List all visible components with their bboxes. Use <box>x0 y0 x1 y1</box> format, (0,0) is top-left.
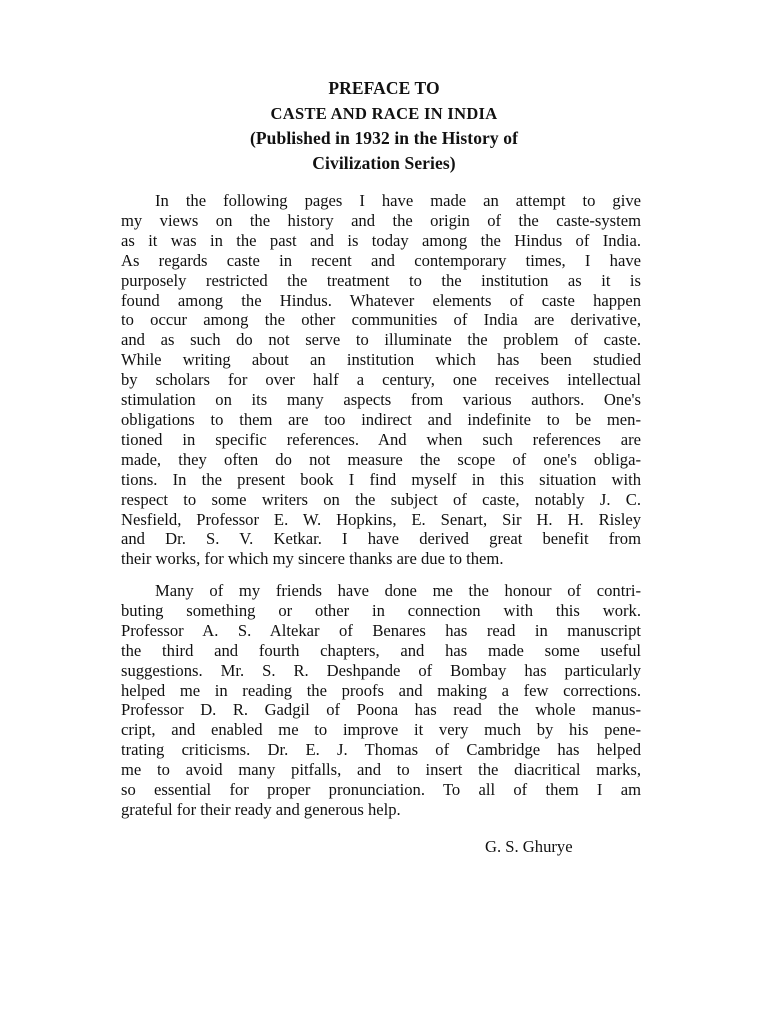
text-line: by scholars for over half a century, one receives intellectual <box>121 370 641 390</box>
text-line: tions. In the present book I find myself in this situation with <box>121 469 641 489</box>
text-line: As regards caste in recent and contemporary times, I have <box>121 250 641 270</box>
text-line: made, they often do not measure the scope of one's obliga- <box>121 449 641 469</box>
text-line: found among the Hindus. Whatever elements of caste happen <box>121 290 641 310</box>
text-line: Many of my friends have done me the honour of contri- <box>155 581 641 600</box>
paragraph-2 <box>121 581 641 820</box>
text-line: as it was in the past and is today among the Hindus of India. <box>121 230 641 250</box>
text-line: me to avoid many pitfalls, and to insert the diacritical marks, <box>121 760 641 780</box>
text-line: Nesfield, Professor E. W. Hopkins, E. Senart, Sir H. H. Risley <box>121 509 641 529</box>
text-line: helped me in reading the proofs and making a few corrections. <box>121 680 641 700</box>
text-line: purposely restricted the treatment to the institution as it is <box>121 270 641 290</box>
title-line: Civilization Series) <box>312 153 456 173</box>
text-line: grateful for their ready and generous help. <box>121 799 401 819</box>
text-line: stimulation on its many aspects from various authors. One's <box>121 390 641 410</box>
text-line: While writing about an institution which has been studied <box>121 350 641 370</box>
text-line: the third and fourth chapters, and has made some useful <box>121 640 641 660</box>
text-line: In the following pages I have made an attempt to give <box>155 191 641 210</box>
text-line: my views on the history and the origin of the caste-system <box>121 210 641 230</box>
text-line: trating criticisms. Dr. E. J. Thomas of Cambridge has helped <box>121 740 641 760</box>
text-line: Professor D. R. Gadgil of Poona has read the whole manus- <box>121 700 641 720</box>
text-line: their works, for which my sincere thanks are due to them. <box>121 549 504 569</box>
author-signature: G. S. Ghurye <box>485 837 573 856</box>
text-line: so essential for proper pronunciation. To all of them I am <box>121 780 641 800</box>
text-line: suggestions. Mr. S. R. Deshpande of Bombay has particularly <box>121 660 641 680</box>
text-line: obligations to them are too indirect and indefinite to be men- <box>121 409 641 429</box>
text-line: and as such do not serve to illuminate the problem of caste. <box>121 330 641 350</box>
text-line: to occur among the other communities of India are derivative, <box>121 310 641 330</box>
title-line: PREFACE TO <box>328 78 440 98</box>
preface-title <box>0 76 768 176</box>
text-line: cript, and enabled me to improve it very much by his pene- <box>121 720 641 740</box>
title-line: CASTE AND RACE IN INDIA <box>270 104 498 123</box>
text-line: and Dr. S. V. Ketkar. I have derived great benefit from <box>121 529 641 549</box>
text-line: Professor A. S. Altekar of Benares has read in manuscript <box>121 620 641 640</box>
paragraph-1 <box>121 191 641 569</box>
text-line: tioned in specific references. And when such references are <box>121 429 641 449</box>
title-line: (Published in 1932 in the History of <box>249 128 519 148</box>
text-line: buting something or other in connection with this work. <box>121 600 641 620</box>
text-line: respect to some writers on the subject of caste, notably J. C. <box>121 489 641 509</box>
